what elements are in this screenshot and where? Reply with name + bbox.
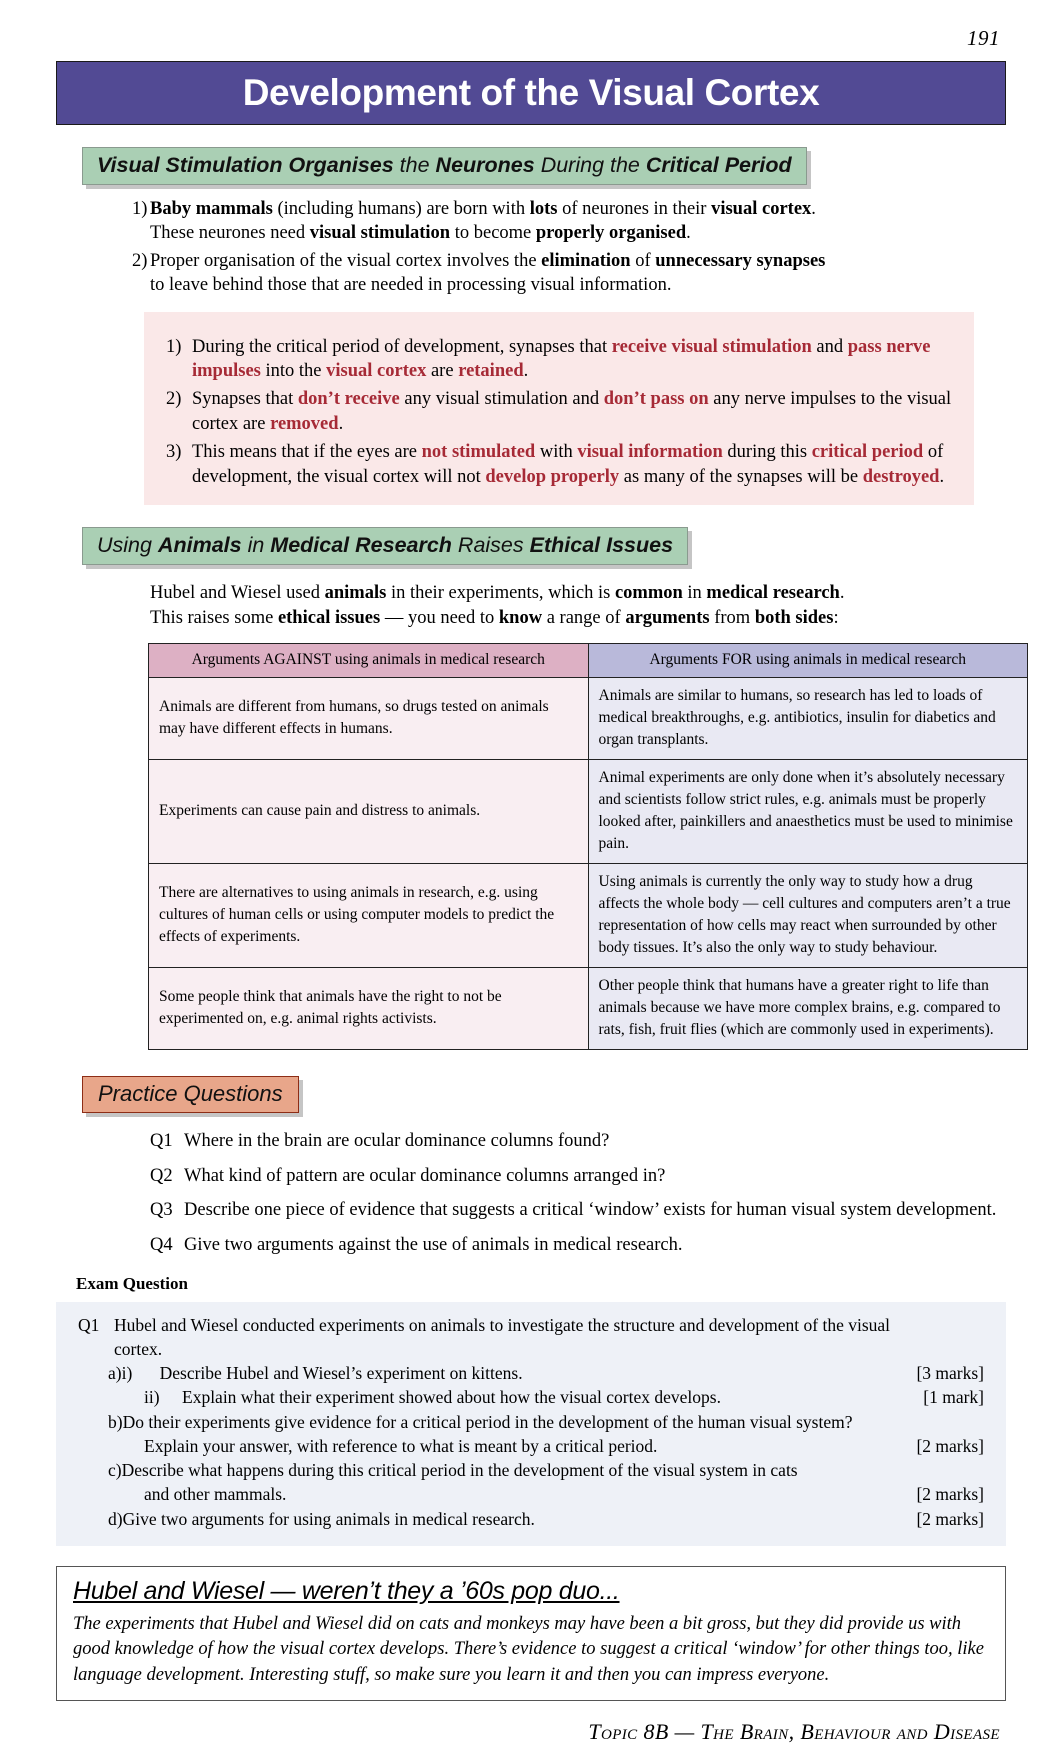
exam-row-label-secondary: i) [121,1362,133,1383]
red-emphasis: pass nerve impulses [192,336,931,382]
exam-question-label: Exam Question [76,1274,188,1294]
list-item-text: Baby mammals (including humans) are born with lots of neurones in their visual cortex. These neurones need visual stimulation to become properly organised. [150,199,816,244]
heading-fragment-2: Neurones [435,153,541,177]
practice-questions-label: Practice Questions [98,1081,283,1107]
page-number: 191 [967,26,1000,50]
critical-period-highlight-box [144,312,974,505]
exam-row-label-primary: b) [108,1411,123,1432]
practice-questions-badge [82,1076,299,1113]
list-item [110,197,976,246]
question-number: Q1 [150,1131,173,1152]
section-heading-2-text [97,533,673,557]
list-item [154,335,956,384]
exam-row-text: Give two arguments for using animals in medical research. [122,1508,535,1529]
question-text: What kind of pattern are ocular dominance columns arranged in? [184,1165,666,1186]
list-item-text: During the critical period of development, synapses that receive visual stimulation and pass nerve impulses into the visual cortex are retained. [192,336,931,382]
exam-row-label-primary [78,1386,144,1409]
exam-question-row [78,1459,984,1482]
exam-question-row [78,1314,984,1361]
joke-box-body: The experiments that Hubel and Wiesel did on cats and monkeys may have been a bit gross, but they did provide us with good knowledge of how the visual cortex develops. There’s evidence to suggest a critical ‘window’ for other things too, like language development. Interesting stuff, so make sure you learn it and then you can impress everyone. [73,1613,984,1685]
exam-row-label-primary [78,1435,144,1458]
exam-row-marks [898,1459,984,1482]
column-header-for: Arguments FOR using animals in medical research [588,644,1028,678]
exam-row-marks [898,1314,984,1361]
exam-question-row [78,1386,984,1409]
joke-box-title: Hubel and Wiesel — weren’t they a ’60s pop duo... [73,1576,620,1605]
exam-question-row [78,1435,984,1458]
list-marker: 2) [166,389,182,410]
heading-fragment-5: Ethical Issues [529,533,674,558]
cell-argument-against: Animals are different from humans, so drugs tested on animals may have different effects in humans. [149,678,589,760]
heading-fragment-4: Critical Period [645,153,792,177]
question-text: Give two arguments against the use of animals in medical research. [184,1234,683,1255]
exam-row-marks: [2 marks] [916,1484,984,1505]
table-row [149,760,1028,864]
practice-question-item [150,1233,1006,1259]
critical-period-numbered-list [154,335,956,489]
practice-question-item [150,1198,1006,1224]
question-text: Describe one piece of evidence that suggests a critical ‘window’ exists for human visual system development. [184,1200,997,1221]
practice-question-item [150,1164,1006,1190]
section-heading-ethical-issues [82,527,688,565]
list-item-text: Proper organisation of the visual cortex involves the elimination of unnecessary synapses to leave behind those that are needed in processing visual information. [150,250,826,296]
exam-question-row [78,1411,984,1434]
heading-fragment-4: Raises [457,533,530,558]
heading-fragment-1: Animals [157,533,248,558]
red-emphasis: not stimulated [421,442,536,463]
red-emphasis: destroyed [862,466,940,487]
heading-fragment-1: the [399,153,436,177]
exam-row-text: Explain your answer, with reference to what is meant by a critical period. [144,1435,658,1456]
exam-question-row [78,1362,984,1385]
exam-row-text: and other mammals. [144,1484,287,1505]
heading-fragment-2: in [247,533,271,558]
table-row [149,678,1028,760]
cell-argument-for: Animal experiments are only done when it’s absolutely necessary and scientists follow strict rules, e.g. animals must be properly looked after, painkillers and anaesthetics must be used to minimise pain. [588,760,1028,864]
section-heading-1-text [97,153,792,177]
list-item [154,387,956,436]
cell-argument-against: Experiments can cause pain and distress to animals. [149,760,589,864]
list-marker: 2) [132,250,148,271]
section-heading-visual-stimulation [82,147,807,185]
red-emphasis: receive visual stimulation [611,336,812,357]
exam-row-marks: [2 marks] [916,1435,984,1456]
page-title: Development of the Visual Cortex [242,72,820,113]
exam-row-text: Do their experiments give evidence for a critical period in the development of the human visual system? [122,1411,853,1432]
exam-row-label-secondary: ii) [144,1387,160,1408]
list-item-text: Synapses that don’t receive any visual stimulation and don’t pass on any nerve impulses to the visual cortex are removed. [192,389,952,434]
table-row [149,968,1028,1050]
heading-fragment-0: Using [97,533,158,558]
practice-question-item [150,1129,1006,1155]
exam-question-row [78,1508,984,1531]
arguments-table-head [149,644,1028,678]
exam-row-label-primary [78,1483,144,1506]
exam-row-text: Explain what their experiment showed about how the visual cortex develops. [182,1387,721,1408]
exam-row-marks: [3 marks] [916,1362,984,1383]
red-emphasis: retained [458,361,524,382]
exam-row-marks: [1 mark] [923,1387,984,1408]
practice-questions-list [150,1129,1006,1258]
exam-question-box [56,1302,1006,1545]
red-emphasis: visual information [577,442,723,463]
heading-fragment-0: Visual Stimulation Organises [97,153,400,177]
red-emphasis: removed [270,413,339,434]
table-row [149,864,1028,968]
exam-row-label-primary: c) [108,1460,122,1481]
cell-argument-for: Other people think that humans have a greater right to life than animals because we have more complex brains, e.g. compared to rats, fish, fruit flies (which are commonly used in experiments). [588,968,1028,1050]
exam-row-marks: [2 marks] [916,1508,984,1529]
cell-argument-against: Some people think that animals have the right to not be experimented on, e.g. animal rights activists. [149,968,589,1050]
cell-argument-against: There are alternatives to using animals in research, e.g. using cultures of human cells or using computer models to predict the effects of experiments. [149,864,589,968]
list-item-text: This means that if the eyes are not stimulated with visual information during this critical period of development, the visual cortex will not develop properly as many of the synapses will be destroyed. [192,442,945,487]
question-text: Where in the brain are ocular dominance columns found? [184,1131,610,1152]
red-emphasis: don’t pass on [603,389,709,410]
red-emphasis: don’t receive [297,389,400,410]
list-item [110,249,976,298]
exam-row-text: Describe what happens during this critical period in the development of the visual system in cats [121,1460,798,1481]
cell-argument-for: Animals are similar to humans, so research has led to loads of medical breakthroughs, e.g. antibiotics, insulin for diabetics and organ transplants. [588,678,1028,760]
cell-argument-for: Using animals is currently the only way to study how a drug affects the whole body — cell cultures and computers aren’t a true representation of how cells may react when surrounded by other body tissues. It’s also the only way to study behaviour. [588,864,1028,968]
exam-row-label-primary: d) [108,1508,123,1529]
exam-row-marks [898,1411,984,1434]
exam-row-text: Describe Hubel and Wiesel’s experiment on kittens. [159,1362,523,1383]
arguments-table-body [149,678,1028,1050]
list-item [154,440,956,489]
section1-numbered-list [110,197,976,298]
red-emphasis: visual cortex [326,361,427,382]
red-emphasis: critical period [811,442,924,463]
list-marker: 1) [166,336,182,357]
exam-question-row [78,1483,984,1506]
page-title-banner [56,61,1006,125]
ethics-intro-paragraph: Hubel and Wiesel used animals in their experiments, which is common in medical research. This raises some ethical issues — you need to know a range of arguments from both sides: [150,583,845,629]
arguments-table [148,643,1028,1050]
question-number: Q2 [150,1165,173,1186]
exam-row-label-primary: a) [108,1362,122,1383]
list-marker: 3) [166,442,182,463]
summary-joke-box [56,1566,1006,1702]
exam-row-label-primary: Q1 [78,1315,100,1336]
page-footer: Topic 8B — The Brain, Behaviour and Disease [588,1719,1000,1745]
table-header-row [149,644,1028,678]
red-emphasis: develop properly [485,466,620,487]
heading-fragment-3: During the [540,153,646,177]
column-header-against: Arguments AGAINST using animals in medical research [149,644,589,678]
question-number: Q4 [150,1234,173,1255]
question-number: Q3 [150,1200,173,1221]
exam-row-text: Hubel and Wiesel conducted experiments on animals to investigate the structure and development of the visual cortex. [114,1315,891,1359]
list-marker: 1) [132,199,148,219]
heading-fragment-3: Medical Research [270,533,458,558]
